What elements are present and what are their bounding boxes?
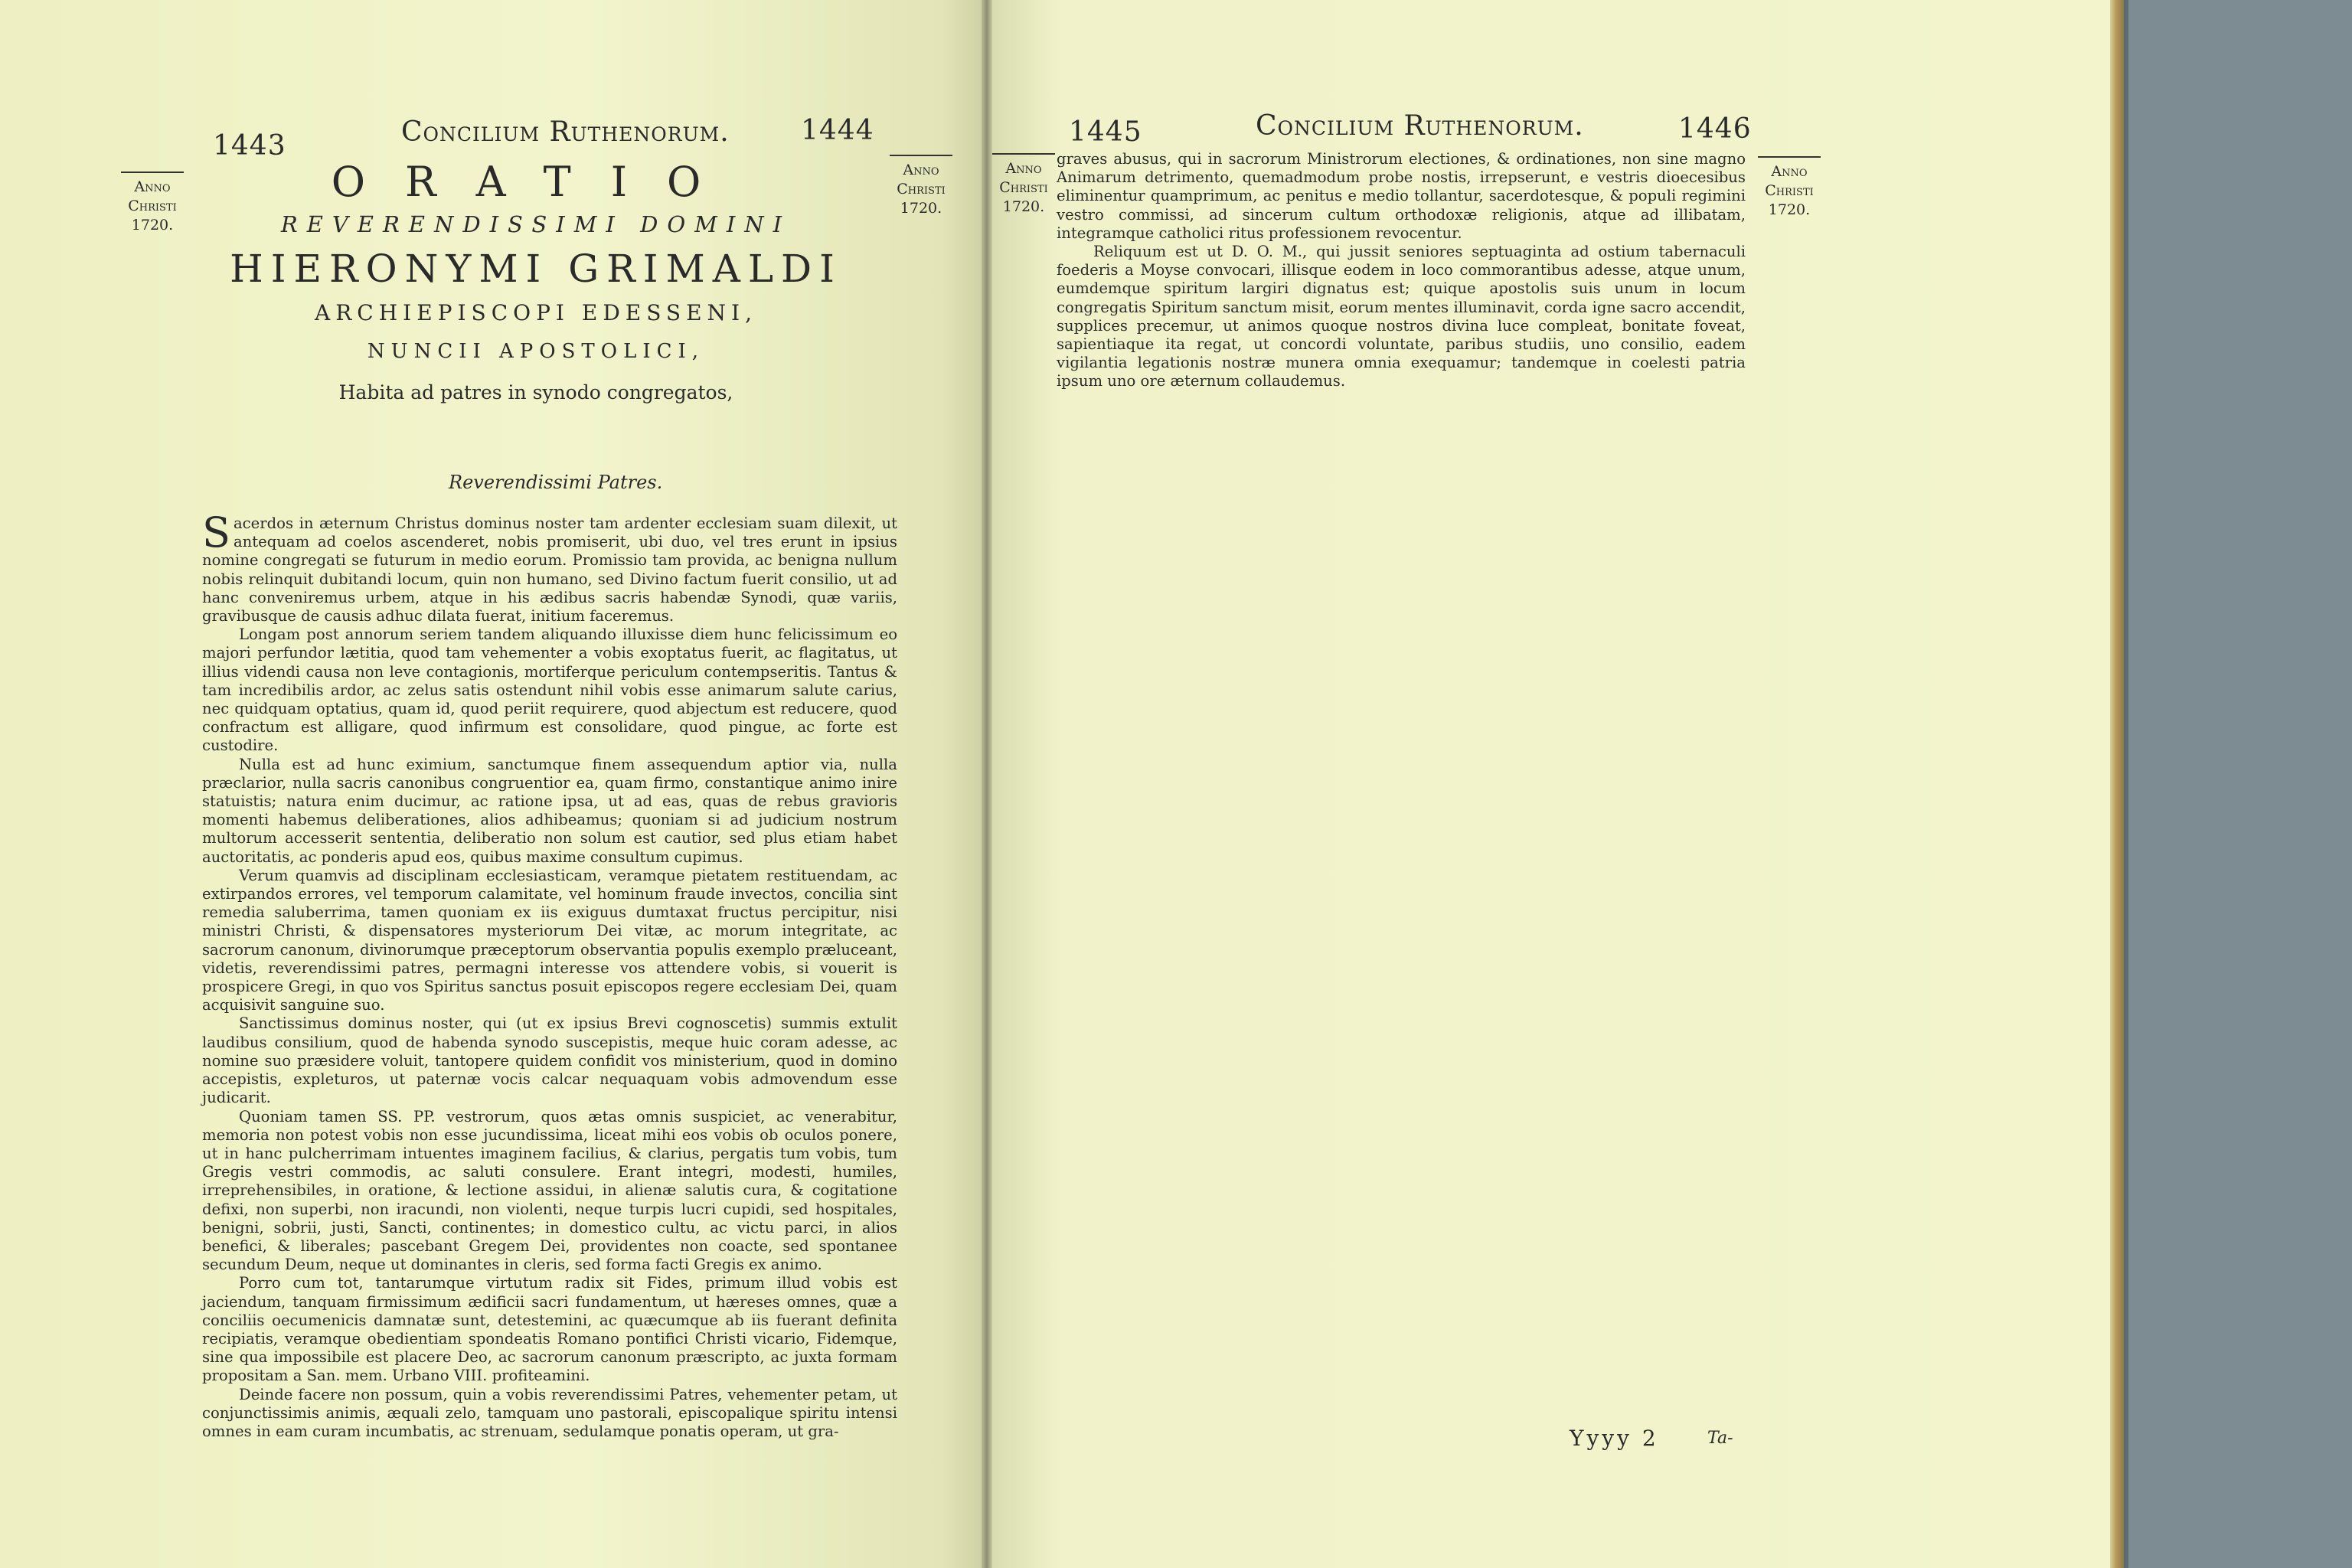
paragraph: Porro cum tot, tantarumque virtutum radix sit Fides, primum illud vobis est jaciendum, tanquam firmissimum ædificii sacri fundamentum, ut hæreses omnes, quæ a conciliis oecumenicis damnatæ sunt, detestemini, ac quæcumque ab iis fuerant definita recipiatis, veramque obedientiam spondeatis Romano pontifici Christi vicario, Fidemque, sine qua impossibile est placere Deo, ac sacrorum canonum præscripto, ac juxta formam propositam a San. mem. Urbano VIII. profiteamini. <box>202 1274 897 1385</box>
drop-cap: S <box>202 508 230 557</box>
paragraph <box>202 508 897 626</box>
page-number-1443: 1443 <box>213 130 286 162</box>
margin-note-line: 1720. <box>131 217 174 234</box>
page-number-1446: 1446 <box>1678 113 1752 145</box>
salutation: Reverendissimi Patres. <box>449 472 663 493</box>
paragraph: Quoniam tamen SS. PP. vestrorum, quos ætas omnis suspiciet, ac venerabitur, memoria non potest vobis non esse jucundissima, liceat mihi eos vobis ob oculos ponere, ut in hanc pulcherrimam intuentes imaginem facilius, & clarius, pergatis tum vobis, tum Gregis vestri commodis, ac saluti consulere. Erant integri, modesti, humiles, irreprehensibiles, in oratione, & lectione assidui, in alienæ salutis cura, & cogitatione defixi, non superbi, non iracundi, non violenti, neque turpis lucri cupidi, sed hospitales, benigni, sobrii, justi, Sancti, continentes; in domestico cultu, ac victu parci, in alios benefici, & liberales; pascebant Gregem Dei, providentes non coacte, sed spontanee secundum Deum, neque ut dominantes in cleris, sed forma facti Gregis ex animo. <box>202 1107 897 1274</box>
margin-note-line: 1720. <box>1768 201 1811 218</box>
paragraph: Sanctissimus dominus noster, qui (ut ex ipsius Brevi cognoscetis) summis extulit laudibus consilium, quod de habenda synodo suscepistis, meque huic coram adesse, ac nomine suo præsidere voluit, tantopere quidem confidit vos ministerium, quod in domino accepistis, expleturos, ut paternæ vocis calcar nequaquam vobis admovendum esse judicarit. <box>202 1014 897 1107</box>
title-nuncii: NUNCII APOSTOLICI, <box>367 340 705 363</box>
signature-mark: Yyyy 2 <box>1570 1426 1659 1451</box>
running-head: Concilium Ruthenorum. <box>1256 110 1584 142</box>
right-page <box>992 0 2110 1568</box>
left-body-text <box>202 508 897 1441</box>
margin-note-line: Anno <box>1005 160 1042 177</box>
left-page <box>0 0 982 1568</box>
margin-note-line: Christi <box>999 179 1048 196</box>
margin-rule <box>1758 156 1821 158</box>
paragraph: graves abusus, qui in sacrorum Ministrorum electiones, & ordinationes, non sine magno Animarum detrimento, quemadmodum probe nostis, irrepserunt, e vestris dioecesibus eliminentur quamprimum, ac penitus e medio tollantur, sacerdotesque, & populi regimini vestro commissi, ad sincerum cultum orthodoxæ religionis, atque ad illibatam, integramque catholici ritus professionem revocentur. <box>1057 150 1746 242</box>
margin-note-left <box>992 153 1055 217</box>
page-number-1445: 1445 <box>1069 116 1142 148</box>
paragraph: Reliquum est ut D. O. M., qui jussit seniores septuaginta ad ostium tabernaculi foederis a Moyse convocari, illisque eodem in loco commorantibus adesse, atque unum, eumdemque spiritum largiri dignatus est; quique apostolis suis unum in locum congregatis Spiritum sanctum misit, eorum mentes illuminavit, corda igne sacro accendit, supplices precemur, ut animos quoque nostros divina luce compleat, bonitate foveat, sapientiaque ita regat, ut concordi voluntate, paribus studiis, uno consilio, eadem vigilantia legationis nostræ munera omnia exequamur; tandemque in coelesti patria ipsum uno ore æternum collaudemus. <box>1057 243 1746 390</box>
margin-note-line: 1720. <box>1002 198 1045 215</box>
paragraph: Longam post annorum seriem tandem aliquando illuxisse diem hunc felicissimum eo majori perfundor lætitia, quod tam vehementer a vobis exoptatus fuerit, ac flagitatus, ut illius videndi causa non leve contagionis, mortiferque periculum contempseritis. Tantus & tam incredibilis ardor, ac zelus satis ostendunt nihil vobis esse animarum salute carius, nec quidquam optatius, quam id, quod periit requirere, quod abjectum est reducere, quod confractum est alligare, quod infirmum est consolidare, quod pingue, ac forte est custodire. <box>202 626 897 755</box>
margin-note-line: 1720. <box>900 200 942 217</box>
margin-note-line: Christi <box>128 198 177 214</box>
binding-shadow <box>2124 0 2128 1568</box>
margin-note-line: Anno <box>1771 163 1808 180</box>
title-reverendissimi: REVERENDISSIMI DOMINI <box>280 211 792 237</box>
margin-note-left <box>121 172 184 235</box>
paragraph: Deinde facere non possum, quin a vobis reverendissimi Patres, vehementer petam, ut conjunctissimis animis, æquali zelo, tamquam uno pastorali, episcopalique spiritu intensi omnes in eam curam incumbatis, ac strenuam, sedulamque ponatis operam, ut gra- <box>202 1385 897 1440</box>
running-head: Concilium Ruthenorum. <box>401 116 730 148</box>
margin-note-line: Anno <box>134 178 171 195</box>
paragraph: Nulla est ad hunc eximium, sanctumque finem assequendum aptior via, nulla præclarior, nulla sacris canonibus congruentior ea, quam firmo, constantique animo inire statuistis; natura enim ducimur, ac ratione ipsa, ut ad eas, quas de rebus gravioris momenti habemus deliberationes, alios adhibeamus; quoniam si ad judicium nostrum multorum accesserit sententia, deliberatio non solum est cautior, sed plus etiam habet auctoritatis, ac ponderis apud eos, quibus maxime consultum cupimus. <box>202 755 897 866</box>
margin-note-line: Christi <box>1765 182 1814 199</box>
paragraph-text: acerdos in æternum Christus dominus noster tam ardenter ecclesiam suam dilexit, ut antequam ad coelos ascenderet, nobis promiserit, ubi duo, vel tres erunt in ipsius nomine congregati se futurum in medio eorum. Promissio tam provida, ac benigna nullum nobis relinquit dubitandi locum, quin non humano, sed Divino factum fuerit consilio, ut ad hanc conveniremus urbem, atque in his ædibus sacris habendæ Synodi, quæ variis, gravibusque de causis adhuc dilata fuerat, initium faceremus. <box>202 514 897 626</box>
margin-note-right <box>1758 156 1821 220</box>
margin-rule <box>890 155 952 156</box>
margin-rule <box>121 172 184 173</box>
page-number-1444: 1444 <box>801 115 874 146</box>
paragraph: Verum quamvis ad disciplinam ecclesiasticam, veramque pietatem restituendam, ac extirpandos errores, vel temporum calamitate, vel hominum fraude invectos, concilia sint remedia saluberrima, tamen quoniam ex iis exiguus dumtaxat fructus percipitur, nisi ministri Christi, & dispensatores mysteriorum Dei vitæ, ac morum integritate, ac sacrorum canonum, divinorumque præceptorum observantia populis exemplo præluceant, videtis, reverendissimi patres, permagni interesse vos attendere vobis, si vouerit is prospicere Gregi, in quo vos Spiritus sanctus posuit episcopos regere ecclesiam Dei, quam acquisivit sanguine suo. <box>202 866 897 1014</box>
title-habita: Habita ad patres in synodo congregatos, <box>338 381 733 403</box>
title-hieronymi: HIERONYMI GRIMALDI <box>230 247 842 291</box>
margin-note-line: Anno <box>903 162 939 178</box>
title-oratio: ORATIO <box>331 158 741 206</box>
book-gutter <box>982 0 992 1568</box>
margin-rule <box>992 153 1055 155</box>
catchword: Ta- <box>1707 1429 1733 1448</box>
margin-note-right <box>890 155 952 218</box>
right-body-text <box>1057 150 1746 391</box>
page-edge <box>2110 0 2124 1568</box>
margin-note-line: Christi <box>897 181 946 198</box>
title-archiepiscopi: ARCHIEPISCOPI EDESSENI, <box>314 300 757 325</box>
